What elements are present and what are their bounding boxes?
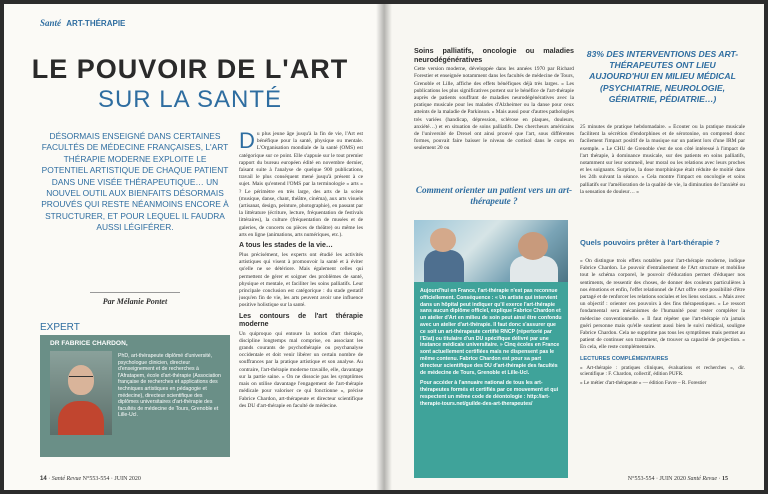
body-text: « On distingue trois effets notables pour l'art-thérapie moderne, indique Fabrice Chardon. Le pouvoir d'entraînement de l'Art structure et mobilise tout le schéma corporel, le pouvoir d'éducation permet d'éduquer nos sentiments, de ressentir des choses, de donner des couleurs particulières à nos émotions et enfin, l'effet relationnel de l'Art offre cette possibilité d'être partagé et de renforcer les relations sociales et les liens sociaux. » Mais avec un objectif : orienter ces pouvoirs à des fins thérapeutiques. « Le ressort fondamental sera mécanismes de l'humanité pour rester compléter la médecine conventionnelle. « Il faut répéter que l'art-thérapie n'a jamais guéri personne mais qu'elle soutient aussi bien le suivi médical, souligne Fabrice Chardon. Cela ne supprime pas tous les symptômes mais permet au patient de continuer son traitement, de trouver sa capacité de projection. » En cela, elle reste complémentaire. <box>580 258 745 351</box>
expert-bio: PhD, art-thérapeute diplômé d'université, psychologue clinicien, directeur d'enseignement et de recherches à l'Afratapem, école d'art-thérapie (Association française de recherches et applications des techniques artistiques en pédagogie et médecine), directeur scientifique des diplômes universitaires d'art-thérapie des facultés de médecine de Tours, Grenoble et Lille-Ucl. <box>118 353 221 419</box>
expert-box <box>40 335 230 457</box>
expert-label: EXPERT <box>40 322 80 333</box>
magazine-name: Santé Revue <box>51 476 82 482</box>
body-text: 25 minutes de pratique hebdomadaire. « Écouter ou la pratique musicale facilitent la sécrétion d'endorphines et de sérotonine, on comprend donc facilement l'impact positif de la musique sur un patient lors d'une IRM par exemple. » Le CHU de Grenoble s'est de son côté intéressé à l'impact de l'art thérapie, à dominance musicale, sur des patients en soins palliatifs, notamment sur leur sommeil, leur moral ou les relations avec leurs proches et les soignants. Surprise, la dose morphinique était réduite de moitié dans les 24h suivant la séance. « Cela montre l'impact en oncologie et soins palliatifs sur l'amélioration de la qualité de vie, la diminution de l'anxiété ou la sensation de douleur… » <box>580 124 745 195</box>
subheading: Soins palliatifs, oncologie ou maladies neurodégénératives <box>414 46 574 64</box>
byline: Par Mélanie Pontet <box>102 297 168 306</box>
reading-heading: LECTURES COMPLÉMENTAIRES <box>580 355 669 362</box>
pull-quote: 83% DES INTERVENTIONS DES ART-THÉRAPEUTES ONT LIEU AUJOURD'HUI EN MILIEU MÉDICAL (PSYCHIATRIE, NEUROLOGIE, GÉRIATRIE, PÉDIATRIE…) <box>586 49 739 104</box>
reading-item: « Le métier d'art-thérapeute » — édition Favre – R. Forestier <box>580 380 707 387</box>
section-header <box>40 18 125 28</box>
article-title-line2: SUR LA SANTÉ <box>97 86 283 113</box>
body-column-top <box>414 44 574 184</box>
spine-shadow <box>376 4 392 490</box>
magazine-spread <box>4 4 764 490</box>
body-text: Plus précisément, les experts ont étudié les activités artistiques qui visent à promouvoir la santé et à éviter qu'elle ne se détériore. Mais également celles qui permettent de gérer et soigner des problèmes de santé, physique et mentale, et faciliter les soins palliatifs. Leur principale conclusion est catégorique : du stade gestatif jusqu'en fin de vie, les arts peuvent avoir une influence positive holistique sur la santé. <box>239 252 363 309</box>
page-number: 15 <box>722 476 728 482</box>
article-title-line1: LE POUVOIR DE L'ART <box>31 54 349 84</box>
right-page <box>384 4 764 490</box>
issue-info: N°553-554 · JUIN 2020 <box>82 476 141 482</box>
expert-portrait <box>50 351 112 435</box>
body-column-right <box>580 124 745 234</box>
body-text: Un quiproquo qui entoure la notion d'art thérapie, discipline longtemps mal comprise, en associant les grands courants de psychothérapie ou psychanalyse occidentale et doit venir libérer un certain nombre de souffrances par la pratique artistique et son analyse. Au contraire, l'art-thérapie moderne travaille, elle, davantage sur la partie saine. « On ne dissocie pas les symptômes mais on utilise davantage l'engagement de l'art-thérapie médicale pour valoriser ce qui fonctionne », précise Fabrice Chardon, art-thérapeute et directeur scientifique des DU d'art-thérapie en faculté de médecine. <box>239 330 363 409</box>
info-text: Aujourd'hui en France, l'art-thérapie n'est pas reconnue officiellement. Conséquence : « Un artiste qui intervient dans un hôpital peut indiquer qu'il exerce l'art-thérapie sans aucun diplôme officiel, explique Fabrice Chardon et un atelier d'Art en milieu de soin peut ainsi être confondu avec un atelier d'art-thérapie. Il faut donc s'assurer que ce soit un art-thérapeute certifié RNCP (répertorié par l'Etat) ou titulaire d'un DU spécifique délivré par une instance médicale universitaire. » Cinq écoles en France sont actuellement certifiées mais ne dispensent pas le même contenu. Fabrice Chardon est pour sa part directeur scientifique des DU d'art-thérapie des facultés de médecine de Tours, Grenoble et Lille-Ucl. <box>420 288 562 376</box>
left-page <box>4 4 384 490</box>
box-heading: Comment orienter un patient vers un art-thérapeute ? <box>415 185 573 206</box>
divider <box>90 292 180 293</box>
section-label: Santé <box>40 18 62 28</box>
body-text: u plus jeune âge jusqu'à la fin de vie, l'Art est bénéfique pour la santé, physique ou mentale. L'Organisation mondiale de la santé (OMS) est catégorique sur ce point. Elle s'appuie sur le tout premier rapport du bureau européen édité en novembre dernier, faisant suite à l'analyse de quelque 900 publications, travail le plus conséquent mené jusqu'à présent à ce sujet. Mais qu'entend l'OMS par la terminologie « arts » ? Le périmètre en très large, des arts de la scène (musique, danse, chant, théâtre, cinéma), aux arts visuels (artisanat, design, peinture, photographie), en passant par la littérature (écriture, lecture, fréquentation de festivals littéraires), la culture (fréquentation de musées et de galeries, de concerts ou pièces de théâtre) ou même les arts en ligne (animations, arts numériques, etc.). <box>239 131 363 238</box>
consultation-photo <box>414 220 568 282</box>
reading-item: « Art-thérapie : pratiques cliniques, évaluations et recherches », dir. scientifique : F. Chardon, collectif, édition PUFR. <box>580 364 745 378</box>
subheading: Les contours de l'art thérapie moderne <box>239 312 363 328</box>
body-text: Cette version moderne, développée dans les années 1970 par Richard Forestier et enseignée notamment dans les facultés de médecine de Tours, Grenoble et Lille, affiche des effets bénéfiques déjà très larges. « Les publications les plus significatives portent sur le bénéfice de l'art-thérapie auprès de patients souffrant de maladies neurodégénératives avec la pratique musicale pour les malades d'Alzheimer ou la danse pour ceux atteints de la maladie de Parkinson. » Mais aussi pour d'autres pathologies très variées (handicap, dépression, sclérose en plaques, douleurs, anxiété…) et en situation de soins palliatifs. Des chercheurs américains de l'université de Drexel ont ainsi prouvé que l'art, sous différentes formes, pouvait faire baisser le niveau de cortisol dans le corps en seulement 20 ou <box>414 66 574 152</box>
subheading: A tous les stades de la vie… <box>239 242 333 250</box>
magazine-name: Santé Revue <box>687 476 717 482</box>
info-box <box>414 282 568 478</box>
page-number: 14 <box>40 476 47 482</box>
article-intro: DÉSORMAIS ENSEIGNÉ DANS CERTAINES FACULTÉS DE MÉDECINE FRANÇAISES, L'ART THÉRAPIE MODERNE EXPLOITE LE POTENTIEL ARTISTIQUE DE CHAQUE PATIENT DANS UNE VISÉE THÉRAPEUTIQUE… UN NOUVEL OUTIL AUX BIENFAITS DÉSORMAIS PROUVÉS QUI RESTE NÉANMOINS ENCORE À STRUCTURER, ET POUR LEQUEL IL FAUDRA AUSSI LÉGIFÉRER. <box>41 131 229 233</box>
subheading: Quels pouvoirs prêter à l'art-thérapie ? <box>580 238 720 247</box>
category-label: ART-THÉRAPIE <box>66 19 126 28</box>
expert-name: DR FABRICE CHARDON, <box>50 340 128 347</box>
info-link-text: Pour accéder à l'annuaire national de tous les art-thérapeutes formés et certifiés par ce mouvement et qui respectent un même code de déontologie : http://art-therapie-tours.net/guilde-des-art-therapeutes/ <box>420 380 559 407</box>
drop-cap: D <box>239 131 255 153</box>
body-column-bottom <box>580 258 745 470</box>
body-column-left <box>239 131 363 471</box>
page-footer-left: 14 · Santé Revue N°553-554 · JUIN 2020 <box>40 476 141 482</box>
issue-info: N°553-554 · JUIN 2020 <box>627 476 687 482</box>
page-footer-right: N°553-554 · JUIN 2020 Santé Revue · 15 <box>627 476 728 482</box>
